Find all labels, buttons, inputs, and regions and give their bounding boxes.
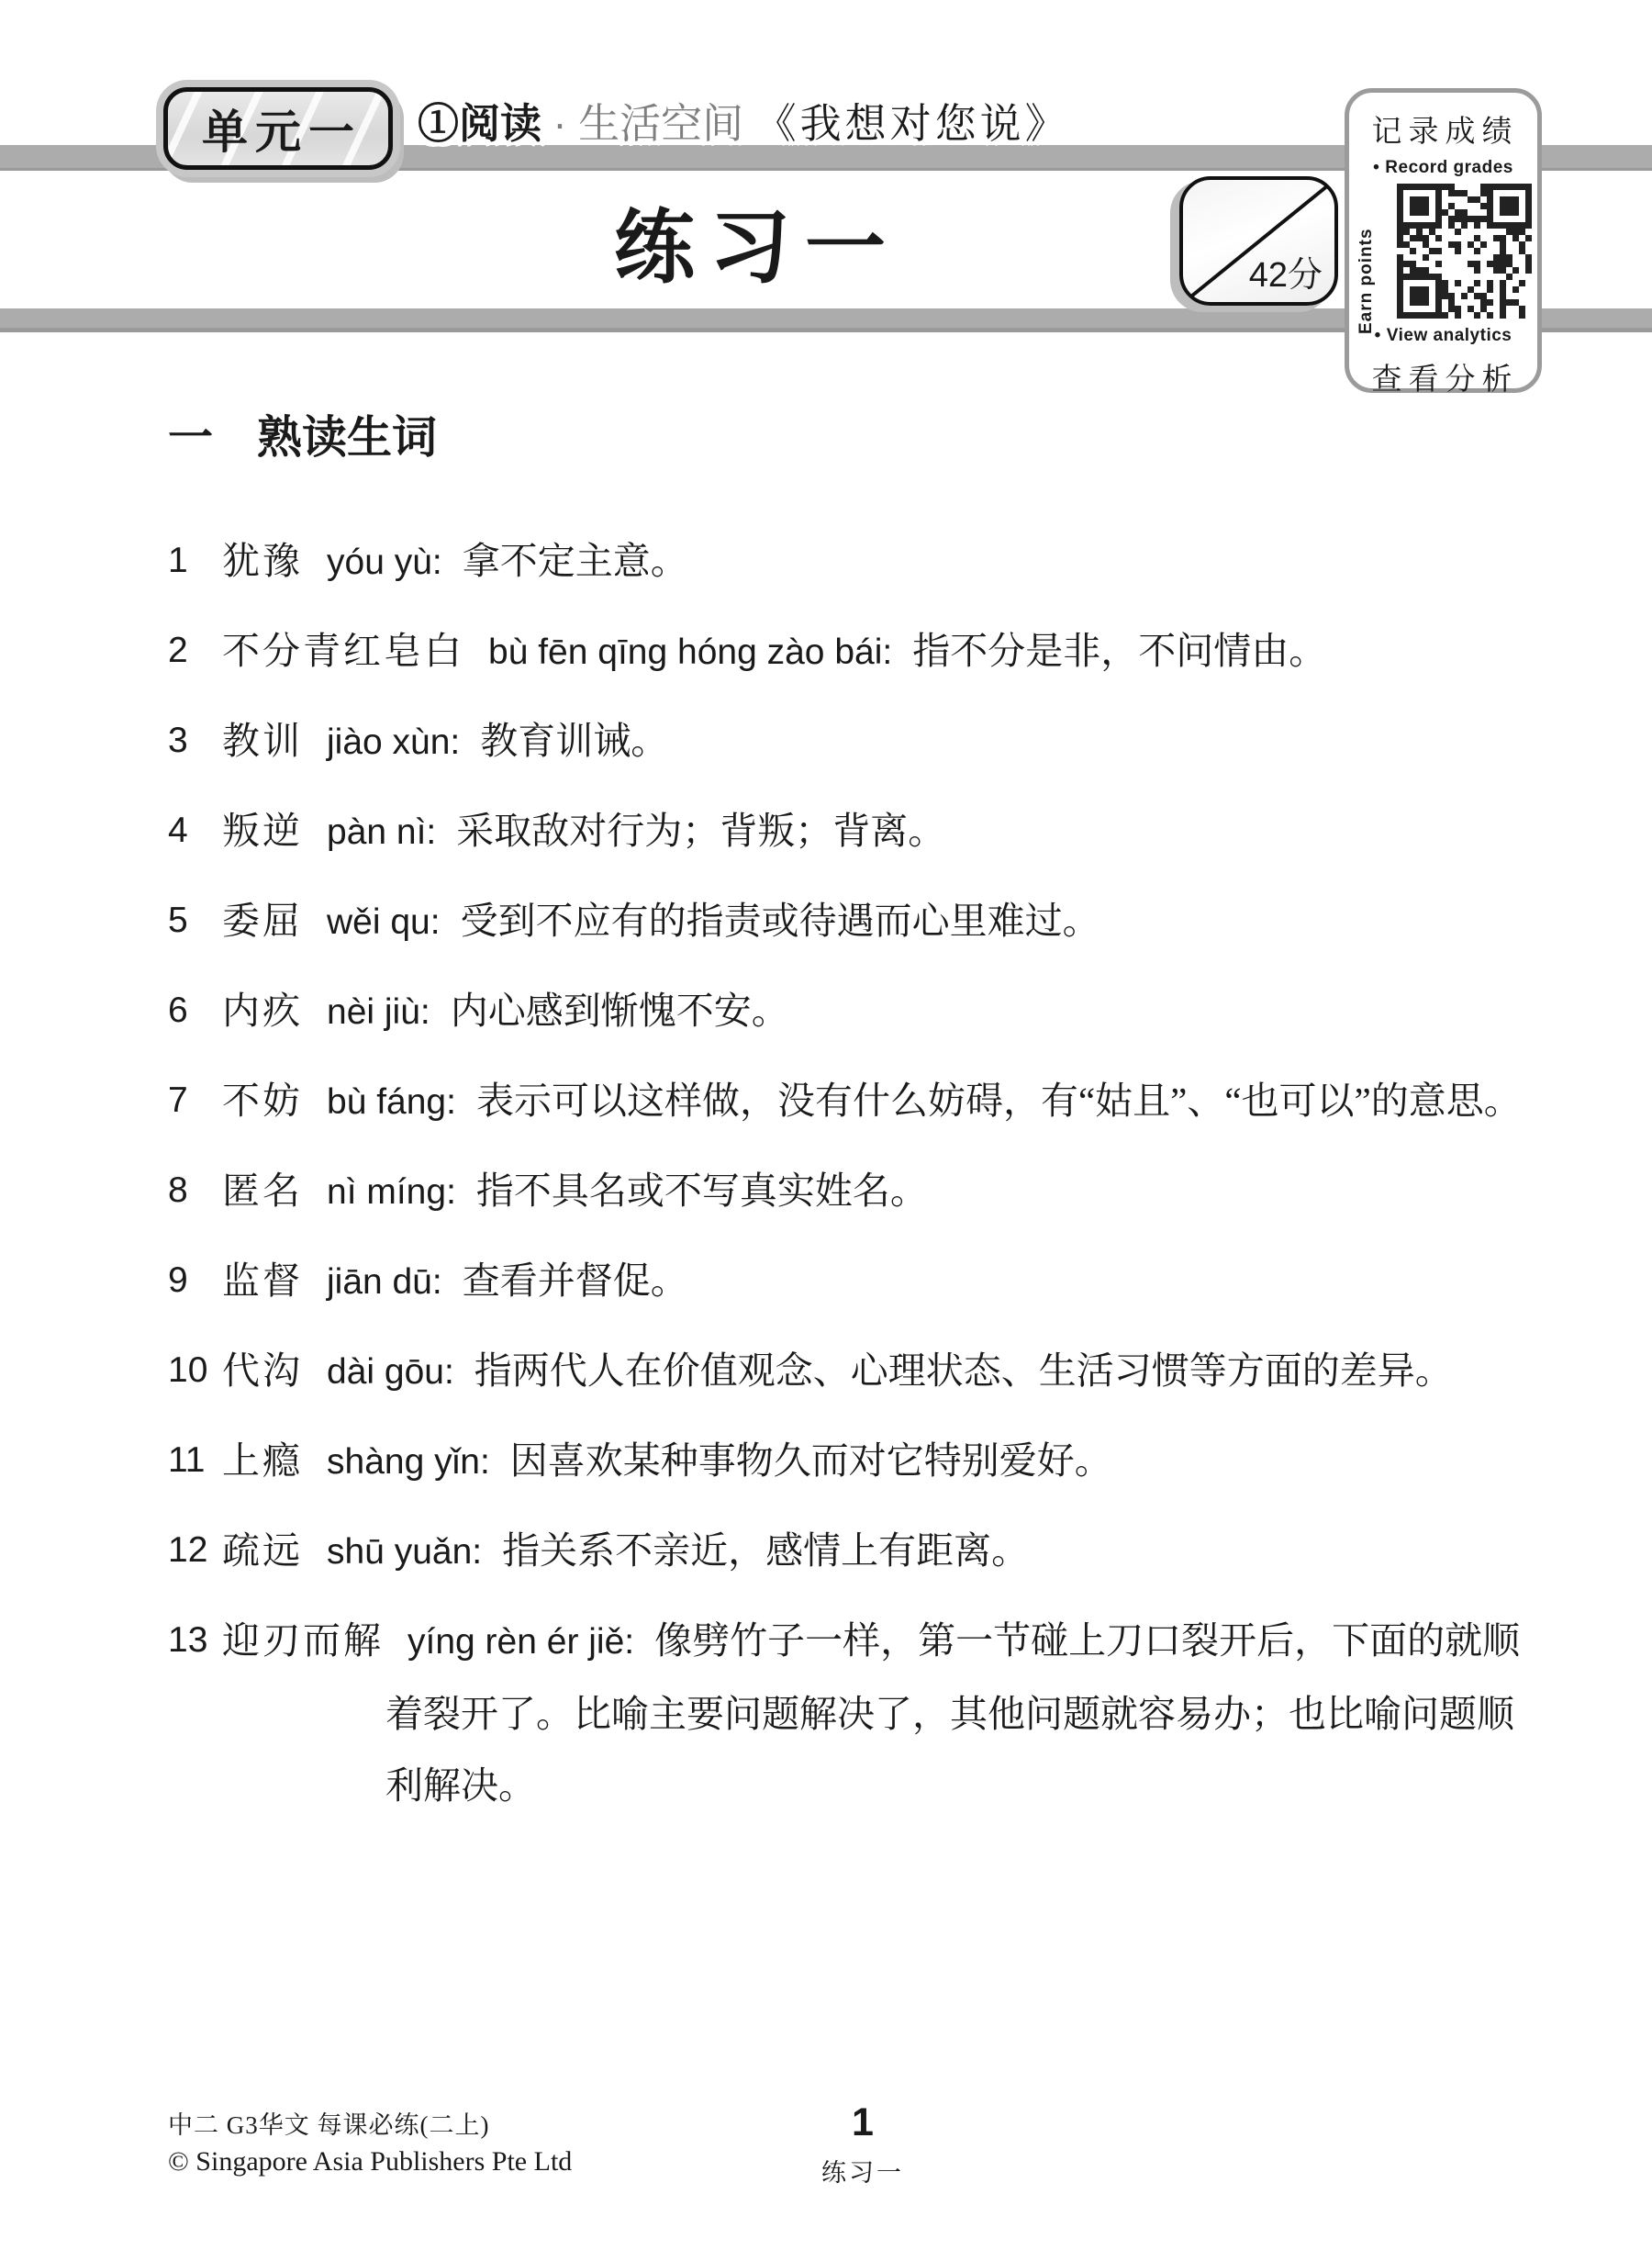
vocab-number: 13 (168, 1620, 208, 1660)
qr-code (1397, 184, 1532, 319)
vocab-number: 5 (168, 901, 188, 940)
qr-bullet-record: • Record grades (1373, 158, 1513, 177)
footer-copyright: © Singapore Asia Publishers Pte Ltd (168, 2146, 573, 2177)
vocab-body (222, 525, 1530, 599)
vocab-word: 教训 (222, 720, 303, 762)
vocab-item (168, 1245, 1535, 1318)
vocab-word: 委屈 (222, 900, 303, 942)
vocab-pinyin: shū yuǎn: (327, 1532, 483, 1572)
qr-panel-title-top: 记录成绩 (1371, 114, 1519, 148)
qr-bullet-view: • View analytics (1374, 326, 1512, 345)
vocab-word: 监督 (222, 1259, 303, 1302)
page-label: 练习一 (821, 2159, 904, 2187)
vocab-pinyin: wěi qu: (327, 902, 441, 942)
vocab-body (222, 705, 1530, 778)
vocab-item (168, 1155, 1535, 1228)
vocab-word: 内疚 (222, 990, 303, 1032)
vocab-definition: 受到不应有的指责或待遇而心里难过。 (460, 900, 1100, 942)
vocab-number: 4 (168, 811, 188, 850)
vocab-item (168, 615, 1535, 688)
unit-badge (163, 87, 393, 170)
vocab-pinyin: bù fēn qīng hóng zào bái: (488, 632, 893, 672)
vocab-word: 迎刃而解 (222, 1619, 384, 1662)
vocab-pinyin: bù fáng: (327, 1082, 456, 1122)
vocab-body (222, 1245, 1530, 1318)
vocab-pinyin: dài gōu: (327, 1352, 454, 1392)
vocab-number: 11 (168, 1440, 206, 1480)
unit-badge-label: 单元一 (202, 106, 362, 158)
vocab-word: 疏远 (222, 1529, 303, 1572)
vocab-body (222, 1515, 1530, 1588)
vocab-number: 12 (168, 1530, 208, 1570)
footer-book-info: 中二 G3华文 每课必练(二上) (168, 2111, 490, 2139)
score-box (1179, 176, 1338, 306)
lesson-separator: · (553, 100, 567, 147)
vocab-body (222, 975, 1530, 1048)
vocab-body (222, 1155, 1530, 1228)
vocab-number: 6 (168, 991, 188, 1030)
vocab-word: 叛逆 (222, 810, 303, 852)
vocab-definition: 因喜欢某种事物久而对它特别爱好。 (509, 1439, 1112, 1482)
vocab-definition: 查看并督促。 (462, 1259, 688, 1302)
vocab-definition: 内心感到惭愧不安。 (450, 990, 789, 1032)
vocab-number: 2 (168, 631, 188, 670)
vocab-number: 1 (168, 541, 188, 580)
vocab-item (168, 1515, 1535, 1588)
lesson-heading (418, 90, 1070, 150)
score-total: 42分 (1248, 256, 1323, 295)
lesson-type: 阅读 (459, 100, 542, 147)
qr-side-label: Earn points (1356, 228, 1376, 334)
lesson-number: ① (418, 100, 460, 147)
vocab-body (222, 1605, 1530, 1821)
vocab-item (168, 705, 1535, 778)
vocab-body (222, 615, 1530, 688)
vocab-pinyin: nì míng: (327, 1172, 456, 1212)
footer-page-block (789, 2100, 936, 2188)
vocab-pinyin: nèi jiù: (327, 992, 430, 1032)
vocab-item (168, 1335, 1535, 1408)
vocab-definition: 指关系不亲近，感情上有距离。 (502, 1529, 1030, 1572)
vocab-word: 不妨 (222, 1080, 303, 1122)
vocab-item (168, 525, 1535, 599)
vocab-item (168, 1605, 1535, 1821)
vocab-item (168, 975, 1535, 1048)
vocab-definition: 指两代人在价值观念、心理状态、生活习惯等方面的差异。 (474, 1349, 1453, 1392)
vocab-item (168, 1065, 1535, 1138)
lesson-theme: 生活空间 (578, 100, 744, 147)
bullet-icon: • (1373, 158, 1380, 177)
vocab-number: 9 (168, 1260, 188, 1300)
vocab-definition: 采取敌对行为；背叛；背离。 (456, 810, 946, 852)
vocab-body (222, 885, 1530, 958)
section-number: 一 (168, 413, 214, 463)
vocab-number: 7 (168, 1080, 188, 1120)
vocab-body (222, 1335, 1530, 1408)
vocab-item (168, 1425, 1535, 1498)
section-heading (168, 402, 1535, 466)
vocab-number: 3 (168, 721, 188, 760)
page-number: 1 (852, 2100, 874, 2144)
vocab-item (168, 795, 1535, 868)
vocab-list (168, 525, 1535, 1821)
section-title: 熟读生词 (257, 413, 438, 463)
vocab-number: 8 (168, 1170, 188, 1210)
vocab-number: 10 (168, 1350, 208, 1390)
page-title: 练习一 (613, 202, 900, 293)
vocab-definition: 指不分是非，不问情由。 (912, 630, 1327, 672)
bullet-icon: • (1374, 326, 1381, 345)
vocab-item (168, 885, 1535, 958)
qr-panel-title-bottom: 查看分析 (1371, 362, 1519, 396)
vocab-pinyin: shàng yǐn: (327, 1442, 490, 1482)
vocab-body (222, 795, 1530, 868)
vocab-word: 不分青红皂白 (222, 630, 464, 672)
qr-panel (1345, 88, 1542, 396)
vocab-pinyin: jiào xùn: (327, 722, 461, 762)
main-content (168, 402, 1535, 1838)
vocab-pinyin: yóu yù: (327, 543, 442, 582)
vocab-pinyin: yíng rèn ér jiě: (407, 1622, 635, 1662)
vocab-pinyin: jiān dū: (327, 1262, 442, 1302)
vocab-word: 犹豫 (222, 540, 303, 582)
vocab-definition: 教育训诫。 (480, 720, 669, 762)
vocab-definition: 像劈竹子一样，第一节碰上刀口裂开后，下面的就顺着裂开了。比喻主要问题解决了，其他问题就容易办；也比喻问题顺利解决。 (385, 1619, 1521, 1807)
vocab-body (222, 1065, 1530, 1138)
footer-left (168, 2105, 572, 2177)
vocab-word: 上瘾 (222, 1439, 303, 1482)
vocab-body (222, 1425, 1530, 1498)
lesson-book-title: 《我想对您说》 (754, 101, 1070, 147)
vocab-definition: 表示可以这样做，没有什么妨碍，有“姑且”、“也可以”的意思。 (475, 1080, 1522, 1122)
vocab-pinyin: pàn nì: (327, 812, 437, 852)
vocab-word: 匿名 (222, 1170, 303, 1212)
vocab-definition: 拿不定主意。 (462, 540, 688, 582)
vocab-word: 代沟 (222, 1349, 303, 1392)
vocab-definition: 指不具名或不写真实姓名。 (475, 1170, 928, 1212)
